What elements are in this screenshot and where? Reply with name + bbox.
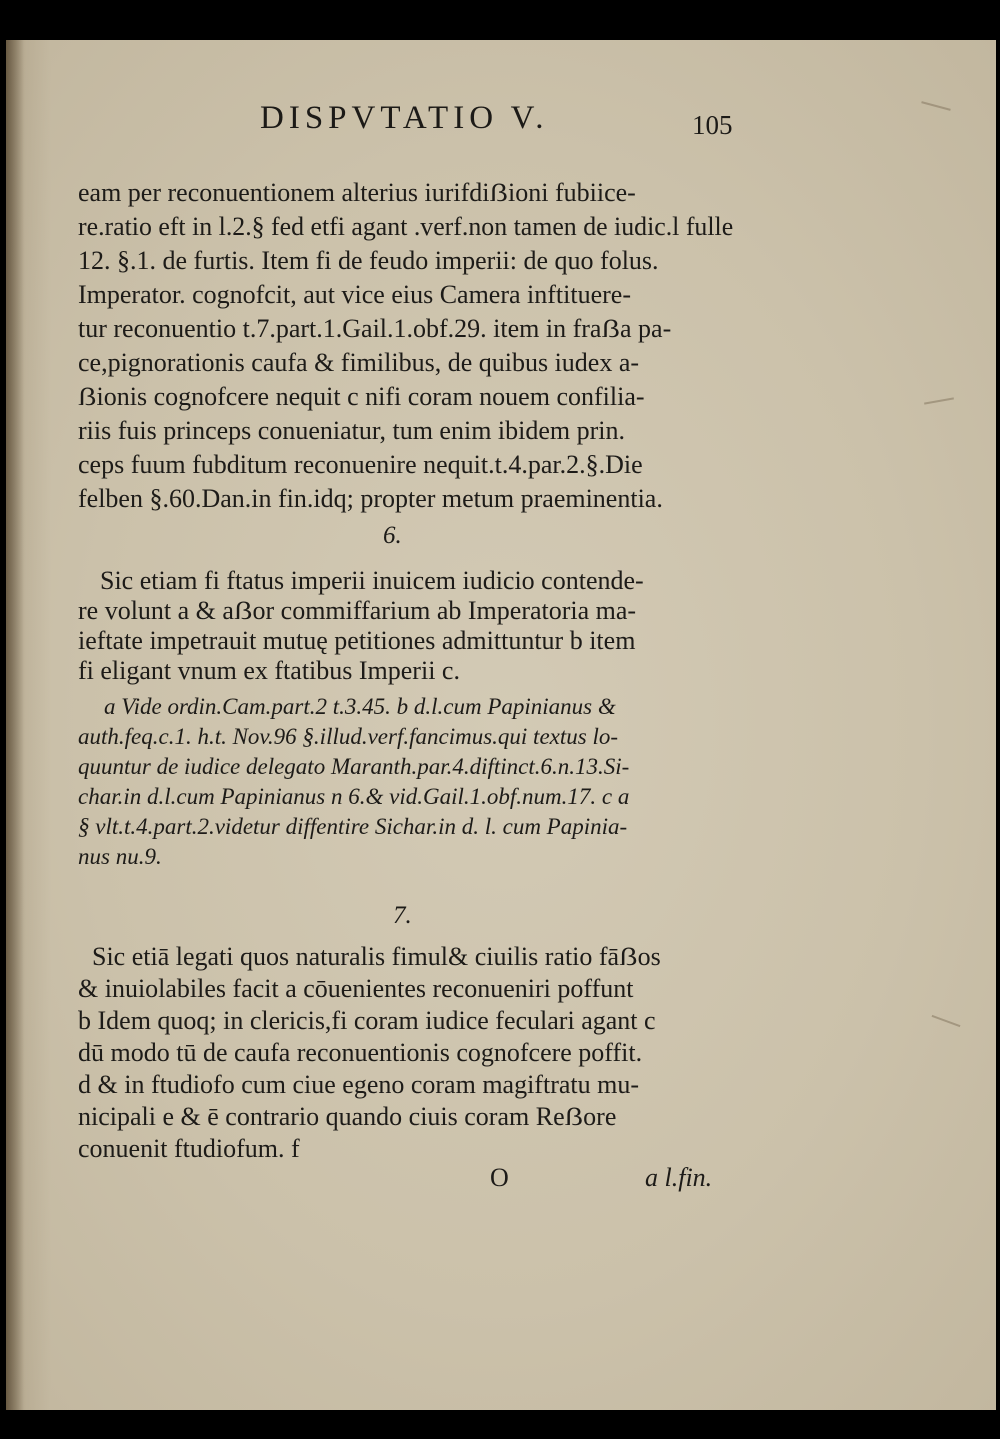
page-mark (932, 1015, 961, 1027)
page-number: 105 (692, 110, 733, 140)
text-line: Imperator. cognofcit, aut vice eius Camera inftituere- (78, 280, 631, 309)
text-line: & inuiolabiles facit a cōuenientes reconueniri poffunt (78, 974, 634, 1003)
footnote-line: quuntur de iudice delegato Maranth.par.4.diftinct.6.n.13.Si- (78, 754, 630, 779)
text-line: b Idem quoq; in clericis,fi coram iudice feculari agant c (78, 1006, 656, 1035)
section-number-6: 6. (383, 522, 402, 549)
text-line: ce,pignorationis caufa & fimilibus, de quibus iudex a- (78, 348, 640, 377)
text-line: nicipali e & ē contrario quando ciuis coram Reẞore (78, 1102, 617, 1131)
text-line: re volunt a & aẞor commiffarium ab Imperatoria ma- (78, 596, 637, 625)
footnote-line: char.in d.l.cum Papinianus n 6.& vid.Gail.1.obf.num.17. c a (78, 784, 630, 809)
page-mark (924, 397, 954, 404)
text-line: ieftate impetrauit mutuę petitiones admittuntur b item (78, 626, 636, 655)
text-line: Sic etiam fi ftatus imperii inuicem iudicio contende- (100, 566, 644, 595)
text-line: dū modo tū de caufa reconuentionis cognofcere poffit. (78, 1038, 643, 1067)
footnote-line: auth.feq.c.1. h.t. Nov.96 §.illud.verf.fancimus.qui textus lo- (78, 724, 618, 749)
text-line: felben §.60.Dan.in fin.idq; propter metum praeminentia. (78, 484, 663, 513)
text-line: fi eligant vnum ex ftatibus Imperii c. (78, 656, 460, 685)
page-gutter-shadow (6, 40, 24, 1410)
text-line: ẞionis cognofcere nequit c nifi coram nouem confilia- (78, 382, 645, 411)
signature-mark: O (490, 1163, 509, 1192)
catchword: a l.fin. (645, 1163, 713, 1192)
text-line: ceps fuum fubditum reconuenire nequit.t.4.par.2.§.Die (78, 450, 643, 479)
text-line: riis fuis princeps conueniatur, tum enim ibidem prin. (78, 416, 626, 445)
section-number-7: 7. (393, 902, 412, 929)
footnote-line: a Vide ordin.Cam.part.2 t.3.45. b d.l.cum Papinianus & (104, 694, 616, 719)
text-line: Sic etiā legati quos naturalis fimul& ciuilis ratio fāẞos (92, 942, 661, 971)
page-mark (921, 101, 950, 111)
text-line: tur reconuentio t.7.part.1.Gail.1.obf.29. item in fraẞa pa- (78, 314, 672, 343)
text-line: conuenit ftudiofum. f (78, 1134, 300, 1163)
text-line: eam per reconuentionem alterius iurifdiẞioni fubiice- (78, 178, 636, 207)
page-header-title: DISPVTATIO V. (260, 100, 549, 136)
text-line: d & in ftudiofo cum ciue egeno coram magiftratu mu- (78, 1070, 639, 1099)
footnote-line: nus nu.9. (78, 844, 162, 869)
text-line: 12. §.1. de furtis. Item fi de feudo imperii: de quo folus. (78, 246, 659, 275)
text-line: re.ratio eft in l.2.§ fed etfi agant .verf.non tamen de iudic.l fulle (78, 212, 734, 241)
footnote-line: § vlt.t.4.part.2.videtur diffentire Sichar.in d. l. cum Papinia- (78, 814, 628, 839)
